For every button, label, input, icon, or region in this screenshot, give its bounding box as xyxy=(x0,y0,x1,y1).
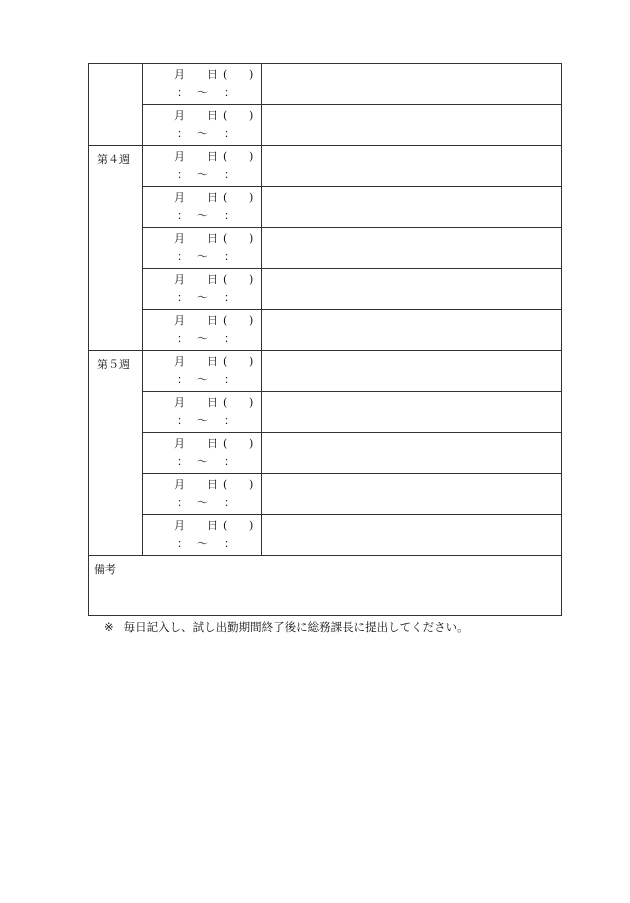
end-colon: ： xyxy=(224,496,235,509)
end-colon: ： xyxy=(224,86,235,99)
day-char: 日 xyxy=(207,273,218,286)
activity-content-cell[interactable] xyxy=(262,64,562,105)
end-colon: ： xyxy=(224,455,235,468)
time-line xyxy=(143,248,261,266)
start-colon: ： xyxy=(177,250,188,263)
month-char: 月 xyxy=(174,232,185,245)
table-row xyxy=(89,474,562,515)
activity-content-cell[interactable] xyxy=(262,351,562,392)
day-char: 日 xyxy=(207,314,218,327)
time-line xyxy=(143,535,261,553)
table-body xyxy=(89,64,562,616)
end-colon: ： xyxy=(224,250,235,263)
paren-close: ) xyxy=(249,68,254,81)
paren-close: ) xyxy=(249,478,254,491)
paren-close: ) xyxy=(249,150,254,163)
date-line xyxy=(143,230,261,248)
date-line xyxy=(143,107,261,125)
month-char: 月 xyxy=(174,519,185,532)
day-char: 日 xyxy=(207,232,218,245)
day-char: 日 xyxy=(207,355,218,368)
week-label: 第４週 xyxy=(97,153,130,166)
day-char: 日 xyxy=(207,437,218,450)
time-range-tilde: 〜 xyxy=(197,86,208,99)
activity-content-cell[interactable] xyxy=(262,310,562,351)
footnote-text: 毎日記入し、試し出勤期間終了後に総務課長に提出してください。 xyxy=(123,620,469,634)
paren-open: ( xyxy=(223,355,228,368)
paren-close: ) xyxy=(249,314,254,327)
time-line xyxy=(143,453,261,471)
paren-open: ( xyxy=(223,191,228,204)
end-colon: ： xyxy=(224,291,235,304)
month-char: 月 xyxy=(174,191,185,204)
date-line xyxy=(143,312,261,330)
month-char: 月 xyxy=(174,68,185,81)
table-row xyxy=(89,515,562,556)
day-char: 日 xyxy=(207,150,218,163)
table-row xyxy=(89,146,562,187)
day-char: 日 xyxy=(207,191,218,204)
paren-open: ( xyxy=(223,478,228,491)
time-line xyxy=(143,84,261,102)
activity-content-cell[interactable] xyxy=(262,474,562,515)
time-range-tilde: 〜 xyxy=(197,209,208,222)
day-char: 日 xyxy=(207,396,218,409)
time-line xyxy=(143,166,261,184)
activity-content-cell[interactable] xyxy=(262,433,562,474)
activity-content-cell[interactable] xyxy=(262,269,562,310)
date-time-cell[interactable] xyxy=(143,474,262,515)
start-colon: ： xyxy=(177,332,188,345)
activity-content-cell[interactable] xyxy=(262,105,562,146)
date-line xyxy=(143,148,261,166)
time-range-tilde: 〜 xyxy=(197,496,208,509)
time-line xyxy=(143,207,261,225)
date-time-cell[interactable] xyxy=(143,187,262,228)
time-line xyxy=(143,371,261,389)
time-range-tilde: 〜 xyxy=(197,373,208,386)
activity-content-cell[interactable] xyxy=(262,187,562,228)
month-char: 月 xyxy=(174,314,185,327)
table-row xyxy=(89,433,562,474)
month-char: 月 xyxy=(174,437,185,450)
paren-open: ( xyxy=(223,396,228,409)
time-range-tilde: 〜 xyxy=(197,291,208,304)
table-row xyxy=(89,310,562,351)
end-colon: ： xyxy=(224,414,235,427)
table-row xyxy=(89,228,562,269)
time-line xyxy=(143,289,261,307)
time-range-tilde: 〜 xyxy=(197,414,208,427)
day-char: 日 xyxy=(207,519,218,532)
paren-close: ) xyxy=(249,355,254,368)
time-range-tilde: 〜 xyxy=(197,455,208,468)
footnote-mark: ※ xyxy=(104,620,114,634)
paren-close: ) xyxy=(249,396,254,409)
time-range-tilde: 〜 xyxy=(197,250,208,263)
activity-content-cell[interactable] xyxy=(262,228,562,269)
start-colon: ： xyxy=(177,496,188,509)
date-line xyxy=(143,394,261,412)
week-label-cell xyxy=(89,351,143,556)
remarks-label: 備考 xyxy=(94,563,116,576)
date-time-cell[interactable] xyxy=(143,146,262,187)
start-colon: ： xyxy=(177,209,188,222)
table-row xyxy=(89,105,562,146)
date-time-cell[interactable] xyxy=(143,228,262,269)
start-colon: ： xyxy=(177,86,188,99)
end-colon: ： xyxy=(224,537,235,550)
table-row xyxy=(89,269,562,310)
end-colon: ： xyxy=(224,209,235,222)
month-char: 月 xyxy=(174,355,185,368)
paren-open: ( xyxy=(223,519,228,532)
date-line xyxy=(143,435,261,453)
end-colon: ： xyxy=(224,127,235,140)
paren-open: ( xyxy=(223,68,228,81)
date-line xyxy=(143,189,261,207)
date-time-cell[interactable] xyxy=(143,515,262,556)
paren-close: ) xyxy=(249,109,254,122)
start-colon: ： xyxy=(177,373,188,386)
remarks-cell[interactable] xyxy=(89,556,562,616)
time-line xyxy=(143,330,261,348)
time-range-tilde: 〜 xyxy=(197,537,208,550)
time-range-tilde: 〜 xyxy=(197,332,208,345)
start-colon: ： xyxy=(177,291,188,304)
paren-open: ( xyxy=(223,150,228,163)
paren-close: ) xyxy=(249,273,254,286)
date-line xyxy=(143,476,261,494)
date-time-cell[interactable] xyxy=(143,105,262,146)
start-colon: ： xyxy=(177,127,188,140)
month-char: 月 xyxy=(174,478,185,491)
date-time-cell[interactable] xyxy=(143,351,262,392)
table-row xyxy=(89,351,562,392)
paren-open: ( xyxy=(223,232,228,245)
date-line xyxy=(143,517,261,535)
activity-content-cell[interactable] xyxy=(262,146,562,187)
table-row xyxy=(89,64,562,105)
week-label: 第５週 xyxy=(97,358,130,371)
end-colon: ： xyxy=(224,373,235,386)
footnote xyxy=(104,619,469,635)
month-char: 月 xyxy=(174,396,185,409)
table-row xyxy=(89,187,562,228)
time-line xyxy=(143,125,261,143)
table-row xyxy=(89,392,562,433)
date-line xyxy=(143,66,261,84)
remarks-row xyxy=(89,556,562,616)
paren-close: ) xyxy=(249,232,254,245)
paren-close: ) xyxy=(249,519,254,532)
schedule-table xyxy=(88,63,562,616)
time-line xyxy=(143,494,261,512)
start-colon: ： xyxy=(177,455,188,468)
paren-open: ( xyxy=(223,273,228,286)
date-line xyxy=(143,353,261,371)
end-colon: ： xyxy=(224,332,235,345)
start-colon: ： xyxy=(177,168,188,181)
paren-open: ( xyxy=(223,314,228,327)
month-char: 月 xyxy=(174,109,185,122)
date-time-cell[interactable] xyxy=(143,269,262,310)
paren-close: ) xyxy=(249,437,254,450)
paren-close: ) xyxy=(249,191,254,204)
end-colon: ： xyxy=(224,168,235,181)
day-char: 日 xyxy=(207,109,218,122)
time-line xyxy=(143,412,261,430)
day-char: 日 xyxy=(207,68,218,81)
time-range-tilde: 〜 xyxy=(197,168,208,181)
day-char: 日 xyxy=(207,478,218,491)
date-time-cell[interactable] xyxy=(143,310,262,351)
month-char: 月 xyxy=(174,150,185,163)
date-time-cell[interactable] xyxy=(143,392,262,433)
date-line xyxy=(143,271,261,289)
paren-open: ( xyxy=(223,109,228,122)
start-colon: ： xyxy=(177,537,188,550)
start-colon: ： xyxy=(177,414,188,427)
time-range-tilde: 〜 xyxy=(197,127,208,140)
week-label-cell xyxy=(89,146,143,351)
date-time-cell[interactable] xyxy=(143,433,262,474)
activity-content-cell[interactable] xyxy=(262,392,562,433)
month-char: 月 xyxy=(174,273,185,286)
activity-content-cell[interactable] xyxy=(262,515,562,556)
paren-open: ( xyxy=(223,437,228,450)
date-time-cell[interactable] xyxy=(143,64,262,105)
week-label-cell xyxy=(89,64,143,146)
